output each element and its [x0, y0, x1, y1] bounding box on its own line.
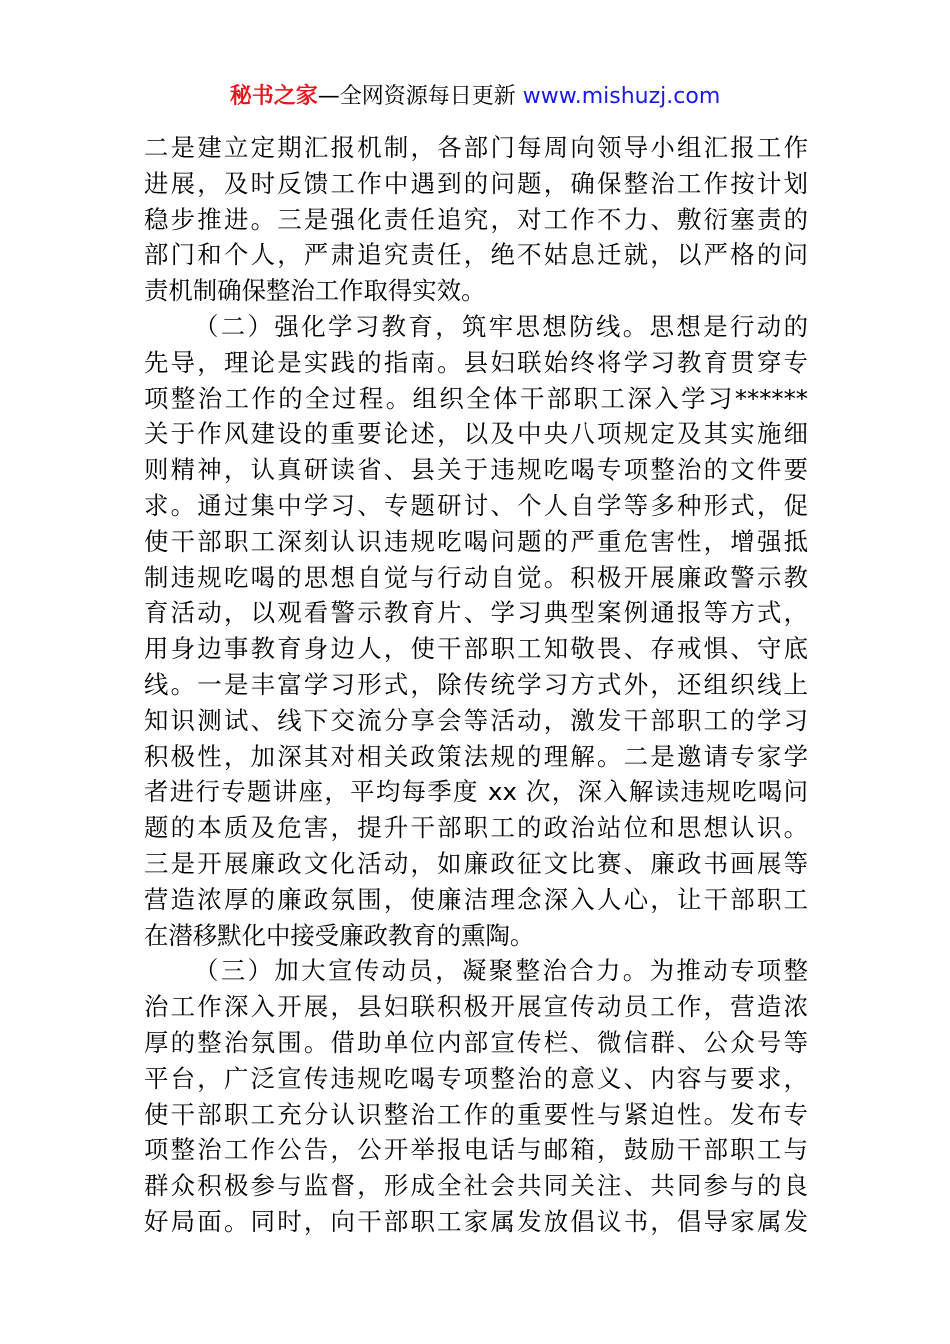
- text-line: 好局面。同时，向干部职工家属发放倡议书，倡导家属发: [144, 1206, 808, 1236]
- text-line: 使干部职工深刻认识违规吃喝问题的严重危害性，增强抵: [144, 526, 808, 556]
- text-line: 治工作深入开展，县妇联积极开展宣传动员工作，营造浓: [144, 992, 808, 1022]
- text-line: 进展，及时反馈工作中遇到的问题，确保整治工作按计划: [144, 168, 808, 198]
- site-url-link[interactable]: www.mishuzj.com: [522, 84, 721, 109]
- text-line: 者进行专题讲座，平均每季度 xx 次，深入解读违规吃喝问: [144, 777, 808, 807]
- text-line: 平台，广泛宣传违规吃喝专项整治的意义、内容与要求，: [144, 1063, 808, 1093]
- document-body: [144, 130, 808, 1240]
- text-line: 线。一是丰富学习形式，除传统学习方式外，还组织线上: [144, 669, 808, 699]
- text-line: 积极性，加深其对相关政策法规的理解。二是邀请专家学: [144, 741, 808, 771]
- text-line: 使干部职工充分认识整治工作的重要性与紧迫性。发布专: [144, 1099, 808, 1129]
- text-line: 用身边事教育身边人，使干部职工知敬畏、存戒惧、守底: [144, 634, 808, 664]
- text-line: 则精神，认真研读省、县关于违规吃喝专项整治的文件要: [144, 455, 808, 485]
- site-tagline: —全网资源每日更新: [317, 84, 523, 109]
- text-line: 制违规吃喝的思想自觉与行动自觉。积极开展廉政警示教: [144, 562, 808, 592]
- text-line: 在潜移默化中接受廉政教育的熏陶。: [144, 920, 535, 950]
- text-line: 先导，理论是实践的指南。县妇联始终将学习教育贯穿专: [144, 347, 808, 377]
- text-line: 厚的整治氛围。借助单位内部宣传栏、微信群、公众号等: [144, 1027, 808, 1057]
- brand-name: 秘书之家: [229, 84, 318, 109]
- text-line: 关于作风建设的重要论述，以及中央八项规定及其实施细: [144, 419, 808, 449]
- text-line: 育活动，以观看警示教育片、学习典型案例通报等方式，: [144, 598, 808, 628]
- text-line: 知识测试、线下交流分享会等活动，激发干部职工的学习: [144, 705, 808, 735]
- text-line: 部门和个人，严肃追究责任，绝不姑息迁就，以严格的问: [144, 240, 808, 270]
- text-line: 二是建立定期汇报机制，各部门每周向领导小组汇报工作: [144, 133, 808, 162]
- text-line: 三是开展廉政文化活动，如廉政征文比赛、廉政书画展等: [144, 848, 808, 878]
- text-line: 项整治工作公告，公开举报电话与邮箱，鼓励干部职工与: [144, 1135, 808, 1165]
- text-line: 群众积极参与监督，形成全社会共同关注、共同参与的良: [144, 1171, 808, 1201]
- text-line: 求。通过集中学习、专题研讨、个人自学等多种形式，促: [144, 490, 808, 520]
- text-line: （二）强化学习教育，筑牢思想防线。思想是行动的: [194, 311, 808, 341]
- text-line: 题的本质及危害，提升干部职工的政治站位和思想认识。: [144, 813, 808, 843]
- text-line: 责机制确保整治工作取得实效。: [144, 276, 486, 306]
- text-line: 营造浓厚的廉政氛围，使廉洁理念深入人心，让干部职工: [144, 884, 808, 914]
- text-line: （三）加大宣传动员，凝聚整治合力。为推动专项整: [194, 956, 808, 986]
- site-header: [0, 80, 950, 114]
- text-line: 稳步推进。三是强化责任追究，对工作不力、敷衍塞责的: [144, 204, 808, 234]
- text-line: 项整治工作的全过程。组织全体干部职工深入学习******: [144, 383, 808, 413]
